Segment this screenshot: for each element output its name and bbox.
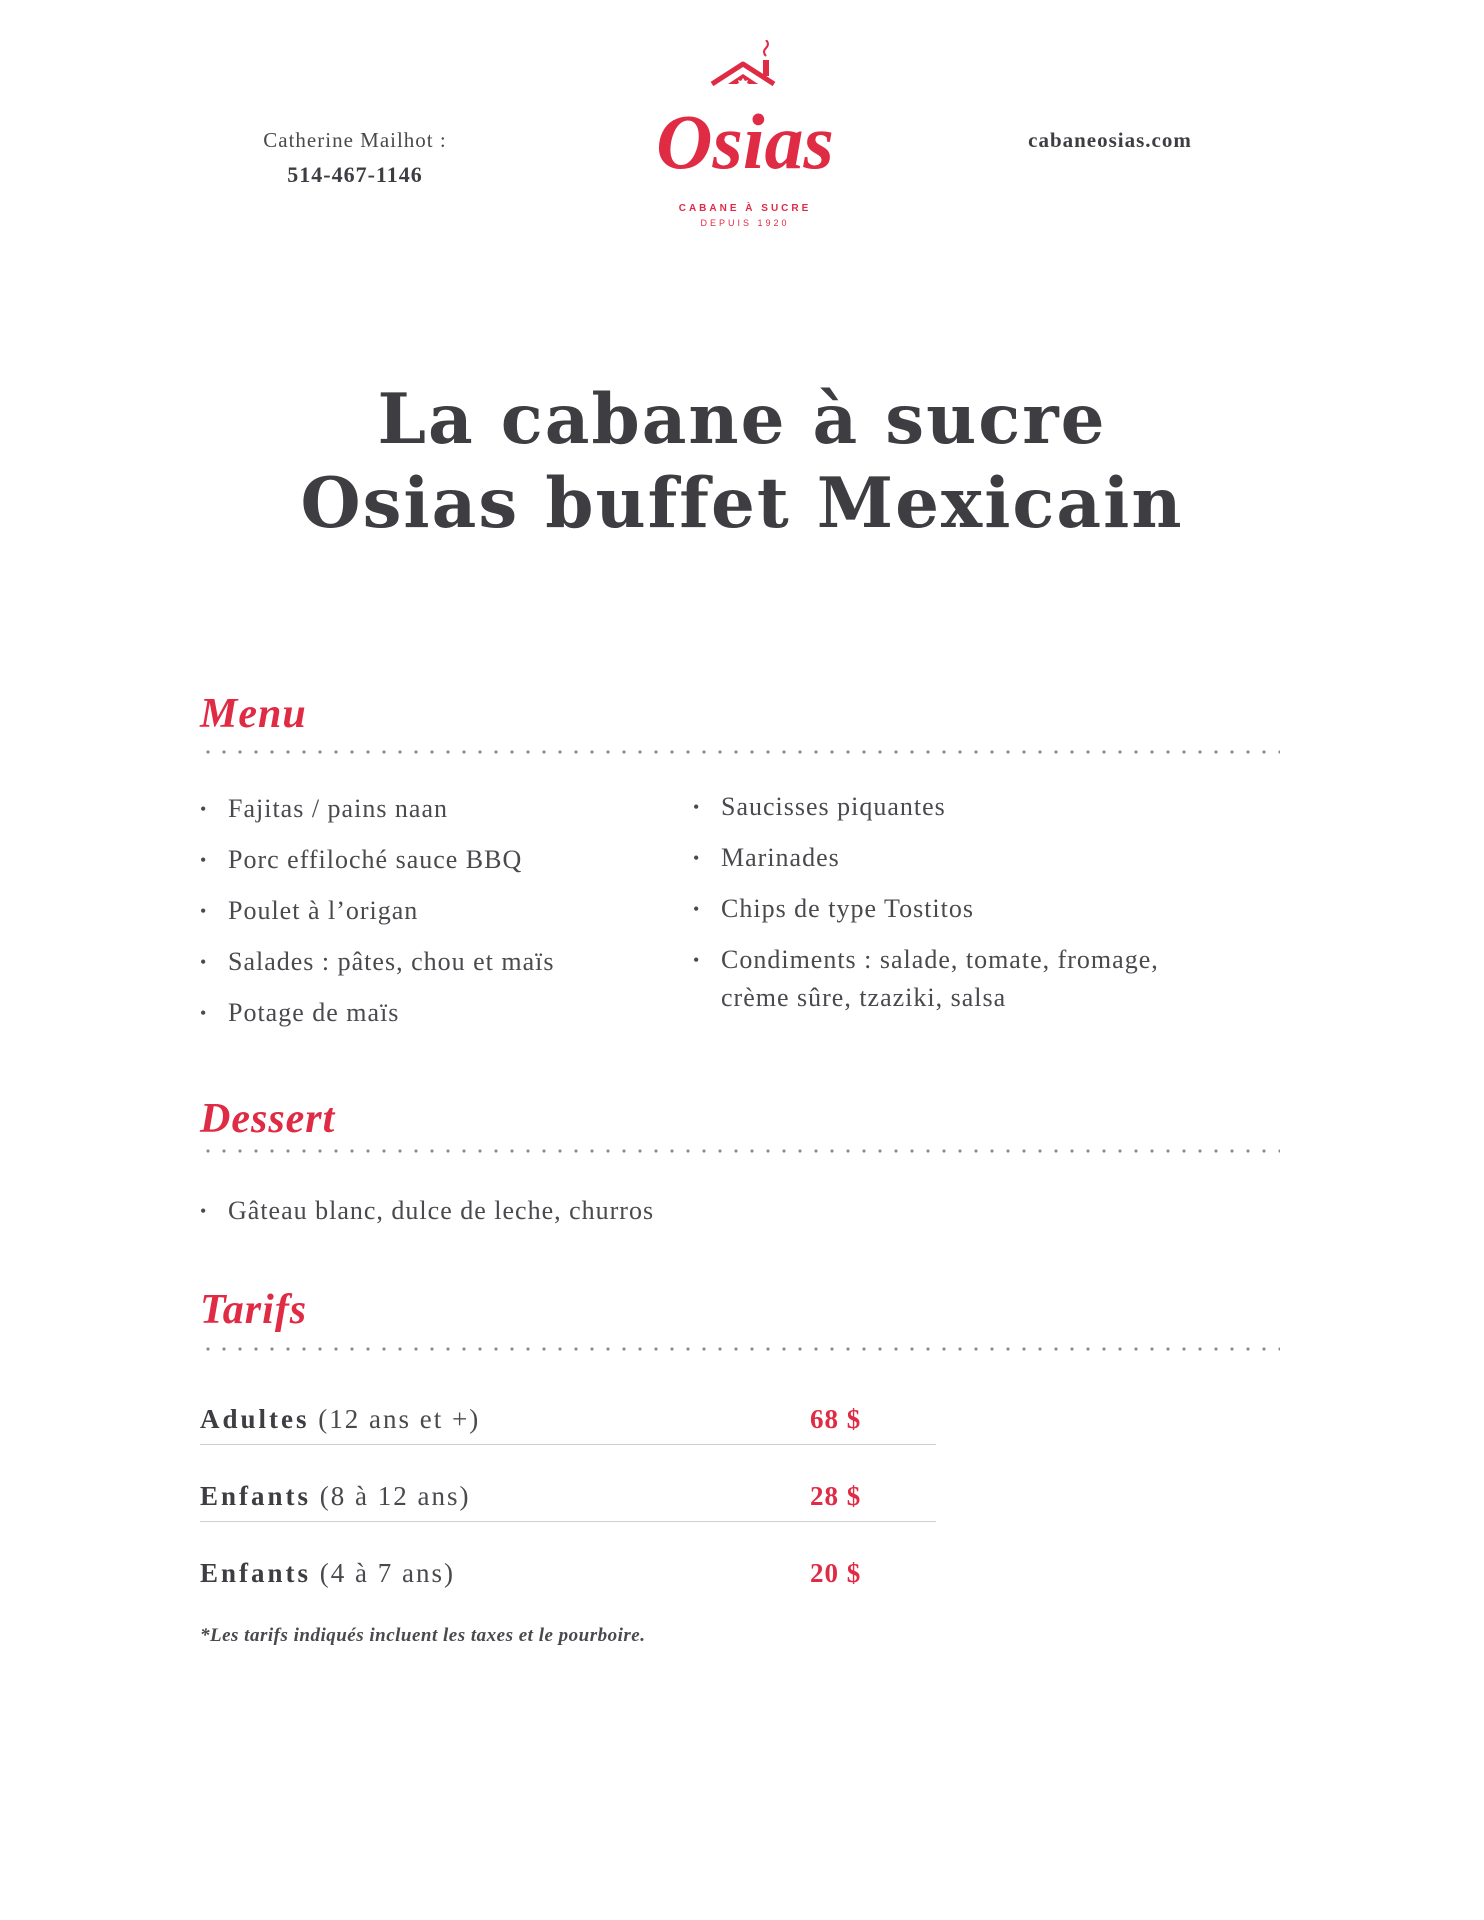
tarif-detail: (8 à 12 ans) [319,1481,471,1511]
dessert-heading: Dessert [200,1096,336,1142]
tarif-price: 28 $ [810,1481,862,1511]
tarif-detail: (12 ans et +) [318,1404,481,1434]
tarif-detail: (4 à 7 ans) [319,1558,455,1588]
tarif-label [200,1558,455,1589]
menu-divider [200,749,1280,755]
tarif-separator [200,1444,936,1445]
list-item: • Marinades [693,839,1213,877]
tarifs-note: *Les tarifs indiqués incluent les taxes et le pourboire. [200,1625,646,1646]
title-line-2: Osias buffet Mexicain [300,463,1184,544]
tarif-label [200,1404,480,1435]
list-item: • Porc effiloché sauce BBQ [200,841,680,879]
list-item: • Saucisses piquantes [693,788,1213,826]
list-item: • Fajitas / pains naan [200,790,680,828]
list-item: • Salades : pâtes, chou et maïs [200,943,680,981]
menu-heading: Menu [200,691,307,737]
dessert-divider [200,1148,1280,1154]
title-line-1: La cabane à sucre [377,379,1107,460]
tarifs-heading: Tarifs [200,1287,308,1333]
dessert-list [200,1192,900,1230]
tarif-category: Adultes [200,1404,310,1434]
tarif-separator [200,1521,936,1522]
list-item: • Condiments : salade, tomate, fromage, crème sûre, tzaziki, salsa [693,941,1213,1017]
menu-list-left [200,790,680,1045]
tarif-label [200,1481,471,1512]
website-link[interactable]: cabaneosias.com [1028,128,1192,152]
list-item: • Gâteau blanc, dulce de leche, churros [200,1192,900,1230]
tarif-row [200,1540,936,1617]
tarif-price: 68 $ [810,1404,862,1434]
tarif-row [200,1463,936,1540]
roof-icon [712,40,774,88]
list-item: • Potage de maïs [200,994,680,1032]
logo-tagline: CABANE À SUCRE [678,203,812,214]
list-item: • Poulet à l’origan [200,892,680,930]
contact-phone[interactable]: 514-467-1146 [287,162,423,187]
osias-logo [620,40,870,240]
tarifs-divider [200,1346,1280,1352]
menu-list-right [693,788,1213,1030]
tarif-price: 20 $ [810,1558,862,1588]
contact-name: Catherine Mailhot : [263,128,447,152]
tarif-category: Enfants [200,1558,312,1588]
page-title [0,378,1484,546]
logo-since: DEPUIS 1920 [700,218,790,228]
tarif-row [200,1386,936,1463]
list-item: • Chips de type Tostitos [693,890,1213,928]
logo-wordmark: Osias [656,98,834,185]
tarif-category: Enfants [200,1481,312,1511]
